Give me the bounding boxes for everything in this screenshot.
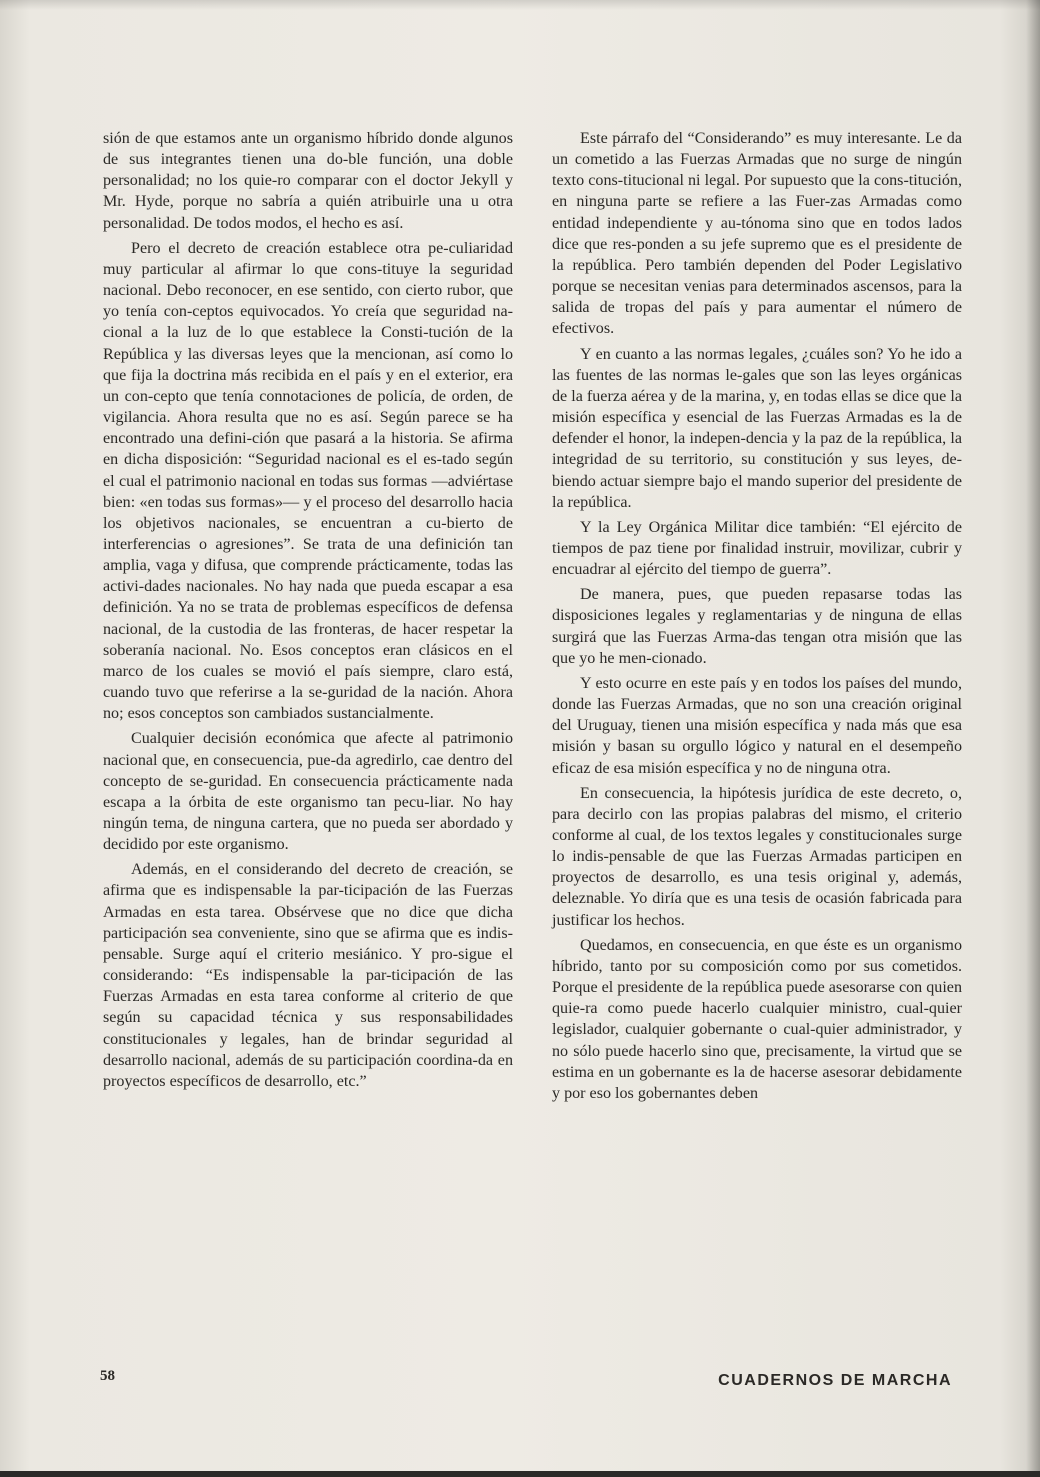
paragraph: En consecuencia, la hipótesis jurídica de este decreto, o, para decirlo con las propias palabras del mismo, el criterio conforme al cual, de los textos legales y constitucionales surge lo indis-pensable de que las Fuerzas Armadas participen en proyectos de desarrollo, es una tesis original y, además, deleznable. Yo diría que es una tesis de ocasión fabricada para justificar los hechos. (552, 784, 962, 929)
right-text-column (552, 128, 962, 1108)
page-bottom-edge (0, 1471, 1040, 1477)
paragraph: Este párrafo del “Considerando” es muy interesante. Le da un cometido a las Fuerzas Armadas que no surge de ningún texto cons-titucional ni legal. Por supuesto que la cons-titución, en ninguna parte se refiere a las Fuer-zas Armadas como entidad independiente y au-tónoma sino que en todos lados dice que res-ponden a su jefe supremo que es el presidente de la república. Pero también dependen del Poder Legislativo porque se necesitan venias para determinados ascensos, para la salida de tropas del país y para aumentar el número de efectivos. (552, 130, 962, 338)
paragraph: sión de que estamos ante un organismo híbrido donde algunos de sus integrantes tienen una do-ble función, una doble personalidad; no los quie-ro comparar con el doctor Jekyll y Mr. Hyde, porque no sabría a quién atribuirle una u otra personalidad. De todos modos, el hecho es así. (103, 130, 513, 232)
left-text-column (103, 128, 513, 1096)
paragraph: De manera, pues, que pueden repasarse todas las disposiciones legales y reglamentarias y de ninguna de ellas surgirá que las Fuerzas Arma-das tengan otra misión que las que yo he men-cionado. (552, 586, 962, 667)
paragraph: Y en cuanto a las normas legales, ¿cuáles son? Yo he ido a las fuentes de las normas le-gales que son las leyes orgánicas de la fuerza aérea y de la marina, y, en todas ellas se dice que la misión específica y esencial de las Fuerzas Armadas es la de defender el honor, la indepen-dencia y la paz de la república, la integridad de su territorio, su constitución y sus leyes, de-biendo actuar siempre bajo el mando superior del presidente de la república. (552, 345, 962, 511)
paragraph: Cualquier decisión económica que afecte al patrimonio nacional que, en consecuencia, pue-da agredirlo, cae dentro del concepto de se-guridad. En consecuencia prácticamente nada escapa a la órbita de este organismo tan pecu-liar. No hay ningún tema, de ninguna cartera, que no pueda ser abordado y decidido por este organismo. (103, 730, 513, 854)
paragraph: Además, en el considerando del decreto de creación, se afirma que es indispensable la par-ticipación de las Fuerzas Armadas en esta tarea. Obsérvese que no dice que dicha participación sea conveniente, sino que se afirma que es indis-pensable. Surge aquí el criterio mesiánico. Y pro-sigue el considerando: “Es indispensable la par-ticipación de las Fuerzas Armadas en esta tarea conforme al criterio de que según su capacidad técnica y sus responsabilidades constitucionales y legales, han de brindar seguridad al desarrollo nacional, además de su participación coordina-da en proyectos específicos de desarrollo, etc.” (103, 861, 513, 1090)
paragraph: Y esto ocurre en este país y en todos los países del mundo, donde las Fuerzas Armadas, que no son una creación original del Uruguay, tienen una misión específica y nada más que esa misión y basan su orgullo lógico y natural en el desempeño eficaz de esa misión específica y no de ninguna otra. (552, 674, 962, 777)
page-number: 58 (100, 1368, 115, 1384)
paragraph: Pero el decreto de creación establece otra pe-culiaridad muy particular al afirmar lo que cons-tituye la seguridad nacional. Debo reconocer, en ese sentido, con cierto rubor, que yo tenía con-ceptos equivocados. Yo creía que seguridad na-cional a la luz de lo que establece la Consti-tución de la República y las diversas leyes que la mencionan, así como lo que fija la doctrina más recibida en el país y en el exterior, era un con-cepto que tenía connotaciones de policía, de orden, de vigilancia. Ahora resulta que no es así. Según parece se ha encontrado una defini-ción que pasará a la historia. Se afirma en dicha disposición: “Seguridad nacional es el es-tado según el cual el patrimonio nacional en todas sus formas —adviértase bien: «en todas sus formas»— y el proceso del desarrollo hacia los objetivos nacionales, se encuentran a cu-bierto de interferencias o agresiones”. Se trata de una definición tan amplia, vaga y difusa, que comprende prácticamente, todas las activi-dades nacionales. No hay nada que pueda escapar a esa definición. Ya no se trata de problemas específicos de defensa nacional, de la custodia de las fronteras, de hacer respetar la soberanía nacional. No. Esos conceptos eran clásicos en el marco de los cuales se movió el país siempre, claro está, cuando tuvo que referirse a la se-guridad de la nación. Ahora no; esos conceptos son cambiados sustancialmente. (103, 239, 513, 723)
paragraph: Y la Ley Orgánica Militar dice también: “El ejército de tiempos de paz tiene por finalidad instruir, movilizar, cubrir y encuadrar al ejército del tiempo de guerra”. (552, 518, 962, 579)
paragraph: Quedamos, en consecuencia, en que éste es un organismo híbrido, tanto por su composición como por sus cometidos. Porque el presidente de la república puede asesorarse con quien quie-ra como puede hacerlo cualquier ministro, cual-quier legislador, cualquier gobernante o cual-quier administrador, y no sólo puede hacerlo sino que, precisamente, la virtud que se estima en un gobernante es la de hacerse asesorar debidamente y por eso los gobernantes deben (552, 936, 962, 1102)
page-edge-shadow (1026, 0, 1040, 1477)
publication-title: CUADERNOS DE MARCHA (718, 1372, 952, 1389)
page-top-shadow (0, 0, 1040, 10)
